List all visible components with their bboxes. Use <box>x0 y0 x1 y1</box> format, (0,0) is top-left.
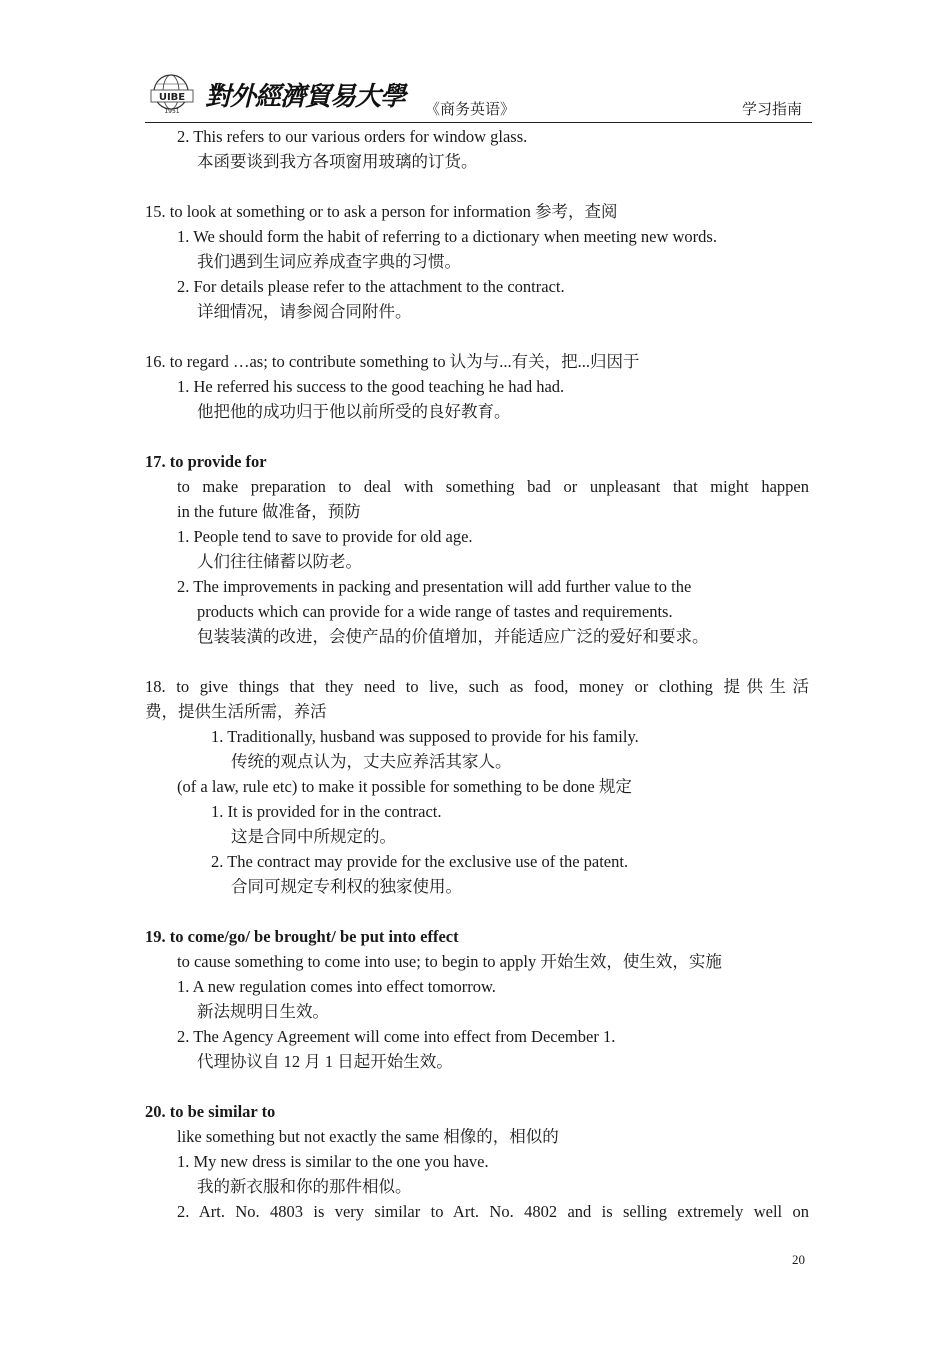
text-line: 1. It is provided for in the contract. <box>211 802 442 821</box>
text-line: to cause something to come into use; to begin to apply 开始生效，使生效，实施 <box>177 952 722 971</box>
text-line: 合同可规定专利权的独家使用。 <box>231 877 462 896</box>
document-body <box>145 124 809 1224</box>
text-line: 2. Art. No. 4803 is very similar to Art. No. 4802 and is selling extremely well on <box>177 1202 809 1221</box>
text-line: 这是合同中所规定的。 <box>231 827 396 846</box>
text-line: to make preparation to deal with something bad or unpleasant that might happen <box>177 477 809 496</box>
course-title: 《商务英语》 <box>425 102 516 118</box>
entry-heading: 18. to give things that they need to live, such as food, money or clothing 提供生活 <box>145 677 809 696</box>
text-line: 2. For details please refer to the attachment to the contract. <box>177 277 565 296</box>
text-line: 1. A new regulation comes into effect tomorrow. <box>177 977 496 996</box>
text-line: 代理协议自 12 月 1 日起开始生效。 <box>197 1052 453 1071</box>
text-line: 1. He referred his success to the good teaching he had had. <box>177 377 565 396</box>
text-line: 1. We should form the habit of referring to a dictionary when meeting new words. <box>177 227 717 246</box>
text-line: like something but not exactly the same 相像的，相似的 <box>177 1127 559 1146</box>
text-line: products which can provide for a wide range of tastes and requirements. <box>197 602 673 621</box>
entry-heading: 20. to be similar to <box>145 1102 276 1121</box>
text-line: 2. The contract may provide for the exclusive use of the patent. <box>211 852 629 871</box>
text-line: 费，提供生活所需，养活 <box>145 702 327 721</box>
entry-heading: 19. to come/go/ be brought/ be put into effect <box>145 927 459 946</box>
text-line: 2. The improvements in packing and presentation will add further value to the <box>177 577 692 596</box>
university-logo <box>145 70 201 116</box>
text-line: 他把他的成功归于他以前所受的良好教育。 <box>197 402 511 421</box>
entry-heading: 16. to regard …as; to contribute something to 认为与...有关，把...归因于 <box>145 352 640 371</box>
text-line: 人们往往储蓄以防老。 <box>197 552 362 571</box>
entry-heading: 17. to provide for <box>145 452 267 471</box>
entry-heading: 15. to look at something or to ask a person for information 参考，查阅 <box>145 202 618 221</box>
text-line: 1. Traditionally, husband was supposed to provide for his family. <box>211 727 639 746</box>
page-number: 20 <box>792 1252 805 1267</box>
text-line: 2. The Agency Agreement will come into effect from December 1. <box>177 1027 616 1046</box>
text-line: in the future 做准备，预防 <box>177 502 361 521</box>
text-line: 新法规明日生效。 <box>197 1002 329 1021</box>
text-line: 我们遇到生词应养成查字典的习惯。 <box>197 252 461 271</box>
text-line: 1. People tend to save to provide for old age. <box>177 527 473 546</box>
text-line: (of a law, rule etc) to make it possible for something to be done 规定 <box>177 777 632 796</box>
text-line: 本函要谈到我方各项窗用玻璃的订货。 <box>197 152 478 171</box>
university-name: 對外經濟貿易大學 <box>205 82 406 112</box>
text-line: 包装装潢的改进，会使产品的价值增加，并能适应广泛的爱好和要求。 <box>197 627 709 646</box>
svg-text:UIBE: UIBE <box>158 92 186 103</box>
text-line: 详细情况，请参阅合同附件。 <box>197 302 412 321</box>
text-line: 2. This refers to our various orders for window glass. <box>177 127 528 146</box>
text-line: 1. My new dress is similar to the one you have. <box>177 1152 489 1171</box>
text-line: 传统的观点认为，丈夫应养活其家人。 <box>231 752 512 771</box>
text-line: 我的新衣服和你的那件相似。 <box>197 1177 412 1196</box>
section-label: 学习指南 <box>741 102 802 118</box>
svg-text:1951: 1951 <box>164 108 180 115</box>
page-header <box>145 62 812 123</box>
